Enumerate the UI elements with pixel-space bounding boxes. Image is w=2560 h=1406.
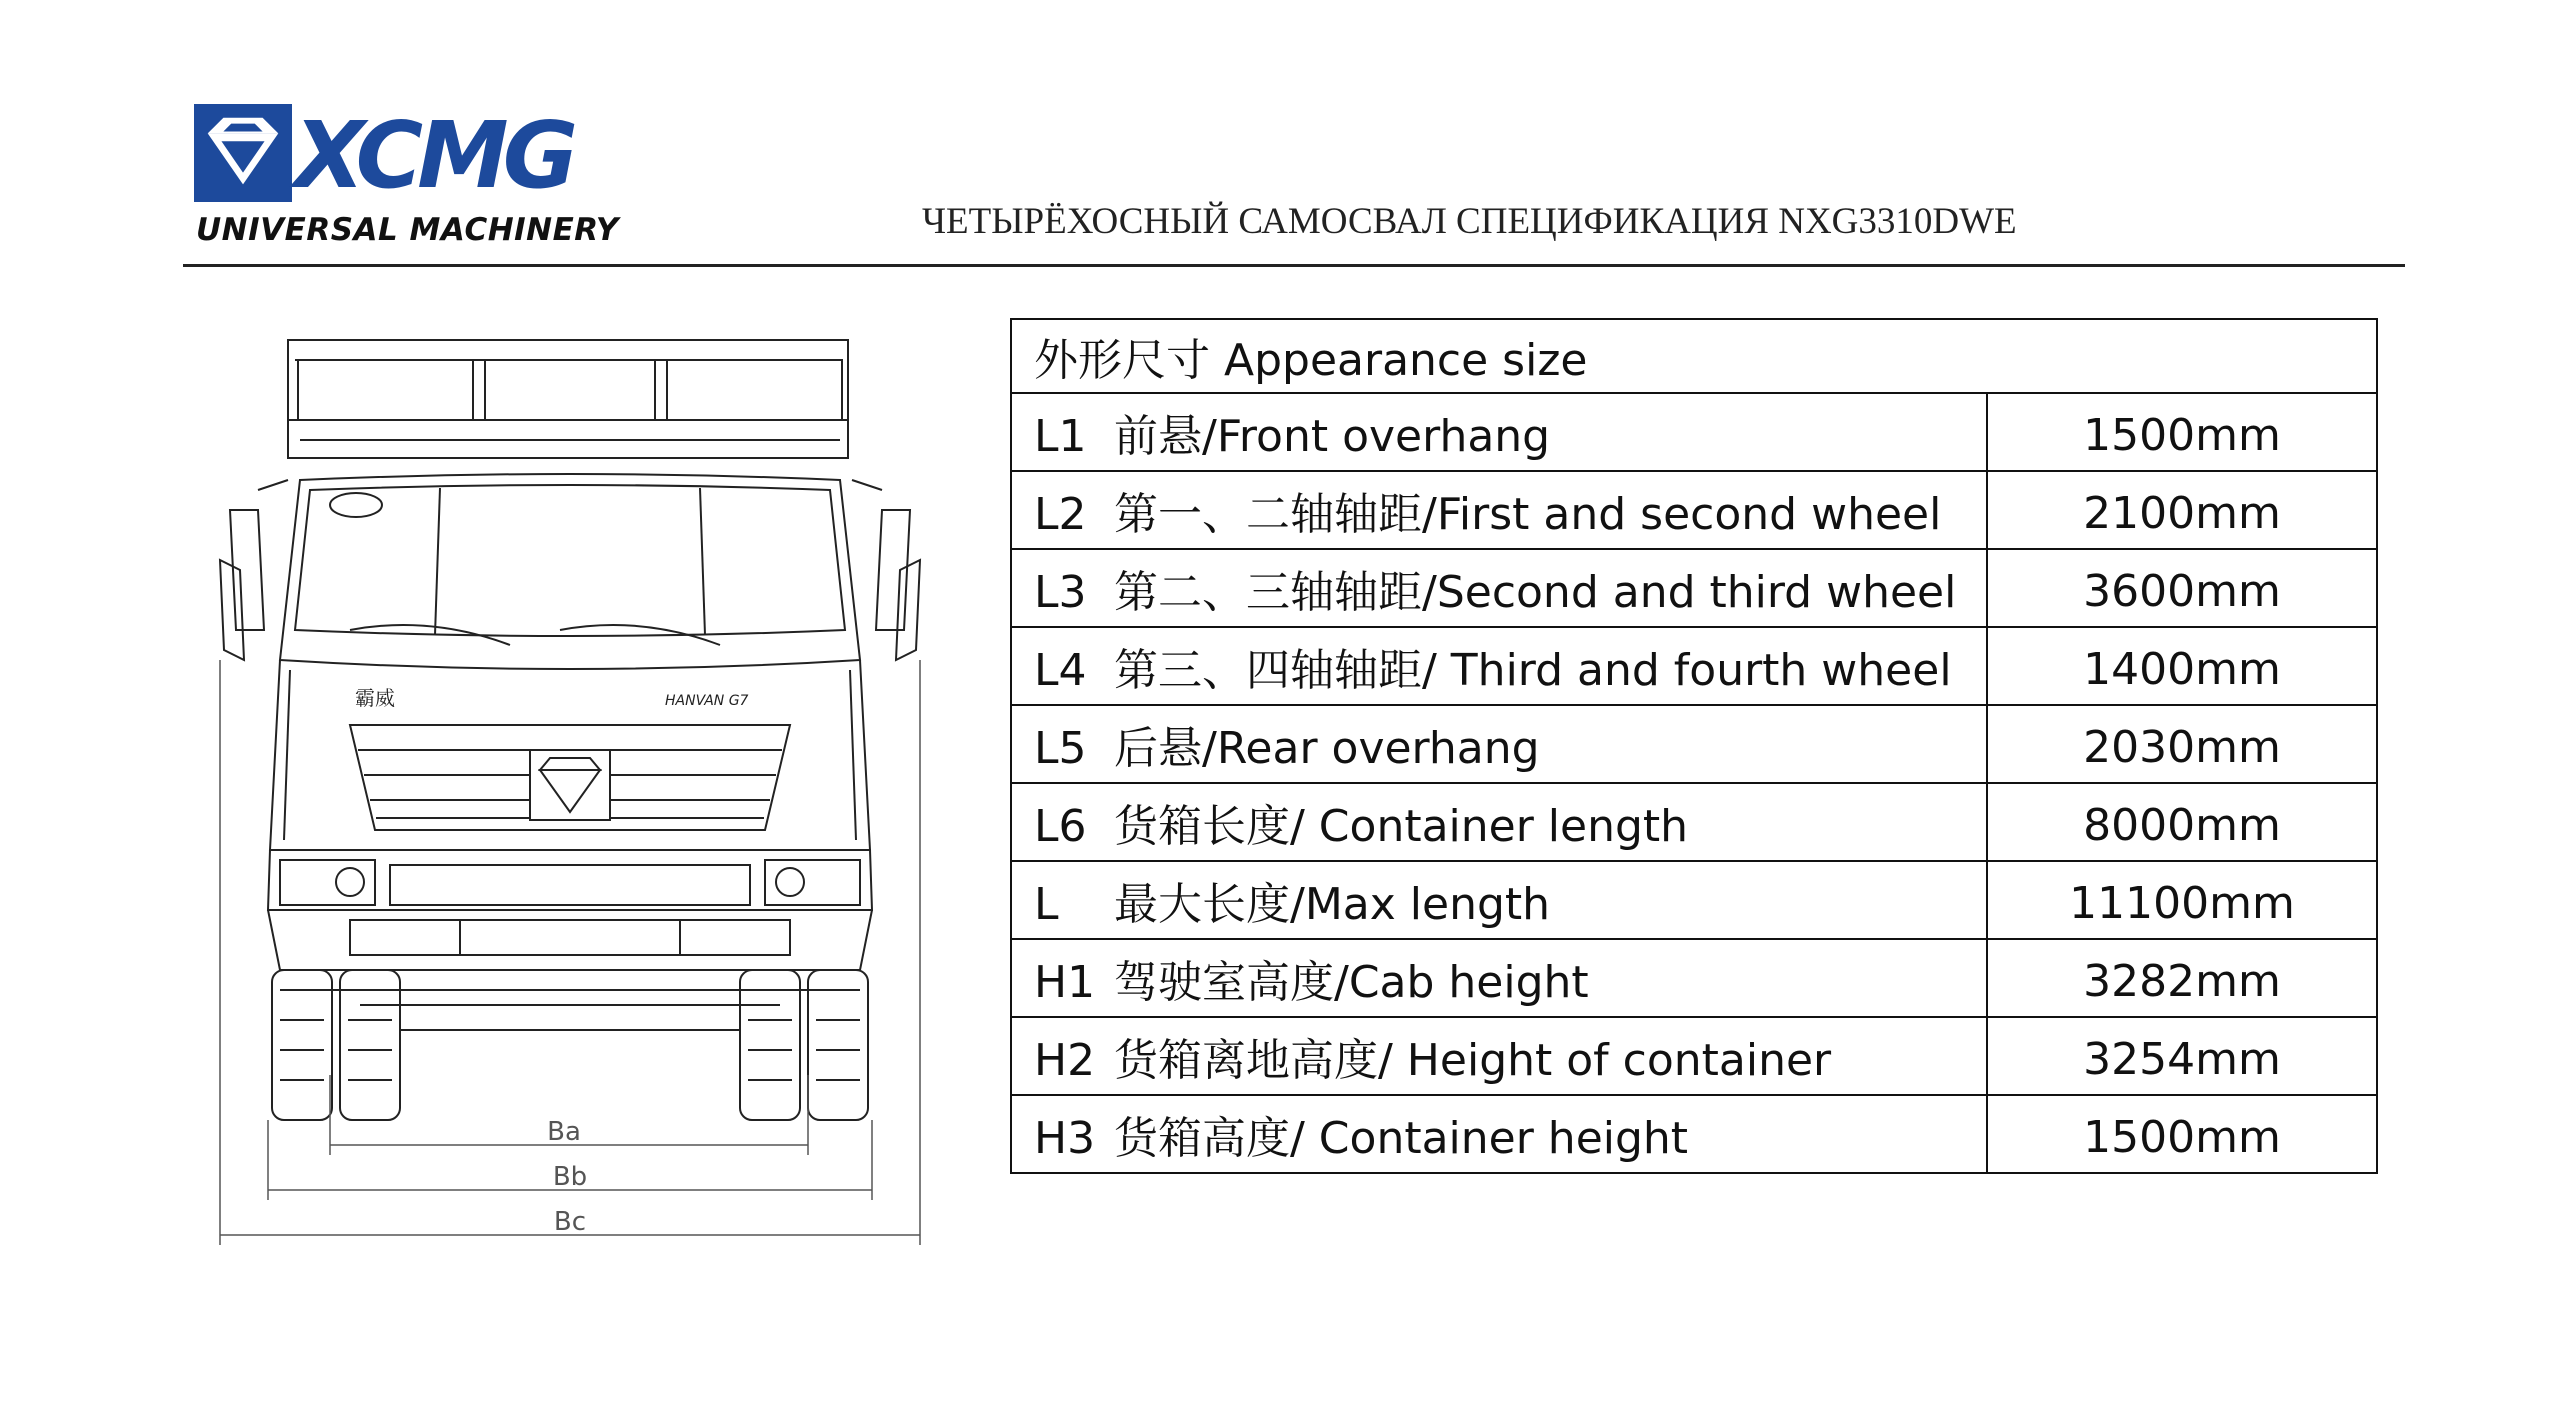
- table-row: [1011, 1095, 2377, 1173]
- truck-front-view-icon: [200, 330, 940, 1250]
- header-divider: [183, 264, 2405, 267]
- table-row: [1011, 783, 2377, 861]
- dim-label-bb: Bb: [552, 1162, 588, 1192]
- cab-badge-left: 霸威: [355, 686, 395, 710]
- row-code: H1: [1034, 957, 1096, 1008]
- row-label: 前悬/Front overhang: [1114, 411, 1551, 462]
- cab-badge-right: HANVAN G7: [665, 693, 749, 709]
- table-header: 外形尺寸 Appearance size: [1011, 319, 2377, 393]
- brand-wordmark: XCMG: [294, 102, 573, 209]
- row-code: L4: [1034, 645, 1087, 696]
- row-label: 后悬/Rear overhang: [1114, 723, 1540, 774]
- row-label: 货箱高度/ Container height: [1114, 1113, 1689, 1164]
- row-label: 货箱长度/ Container length: [1114, 801, 1689, 852]
- table-row: [1011, 471, 2377, 549]
- row-value: 3282mm: [1987, 939, 2377, 1017]
- row-code: L3: [1034, 567, 1087, 618]
- row-value: 8000mm: [1987, 783, 2377, 861]
- row-value: 2100mm: [1987, 471, 2377, 549]
- row-code: L2: [1034, 489, 1087, 540]
- row-label: 货箱离地高度/ Height of container: [1114, 1035, 1832, 1086]
- table-row: [1011, 393, 2377, 471]
- table-row: [1011, 861, 2377, 939]
- table-row: [1011, 705, 2377, 783]
- document-title: ЧЕТЫРЁХОСНЫЙ САМОСВАЛ СПЕЦИФИКАЦИЯ NXG3310DWE: [922, 201, 2017, 242]
- row-value: 3600mm: [1987, 549, 2377, 627]
- row-code: L6: [1034, 801, 1087, 852]
- xcmg-emblem-icon: [194, 104, 292, 202]
- row-value: 1500mm: [1987, 1095, 2377, 1173]
- row-code: H2: [1034, 1035, 1096, 1086]
- table-row: [1011, 549, 2377, 627]
- table-header-row: [1011, 319, 2377, 393]
- dim-label-bc: Bc: [553, 1207, 587, 1237]
- row-label: 驾驶室高度/Cab height: [1114, 957, 1589, 1008]
- row-value: 2030mm: [1987, 705, 2377, 783]
- row-label: 第三、四轴轴距/ Third and fourth wheel: [1114, 645, 1952, 696]
- appearance-size-table: [1010, 318, 2378, 1174]
- table-row: [1011, 1017, 2377, 1095]
- row-code: L: [1034, 879, 1059, 930]
- row-value: 1400mm: [1987, 627, 2377, 705]
- row-label: 第二、三轴轴距/Second and third wheel: [1114, 567, 1957, 618]
- table-row: [1011, 627, 2377, 705]
- brand-tagline: UNIVERSAL MACHINERY: [196, 212, 619, 248]
- xcmg-logo: [194, 104, 624, 254]
- row-code: L1: [1034, 411, 1087, 462]
- row-value: 11100mm: [1987, 861, 2377, 939]
- row-label: 最大长度/Max length: [1114, 879, 1551, 930]
- row-value: 3254mm: [1987, 1017, 2377, 1095]
- row-label: 第一、二轴轴距/First and second wheel: [1114, 489, 1942, 540]
- dim-label-ba: Ba: [547, 1117, 581, 1147]
- row-code: L5: [1034, 723, 1087, 774]
- row-value: 1500mm: [1987, 393, 2377, 471]
- table-row: [1011, 939, 2377, 1017]
- row-code: H3: [1034, 1113, 1096, 1164]
